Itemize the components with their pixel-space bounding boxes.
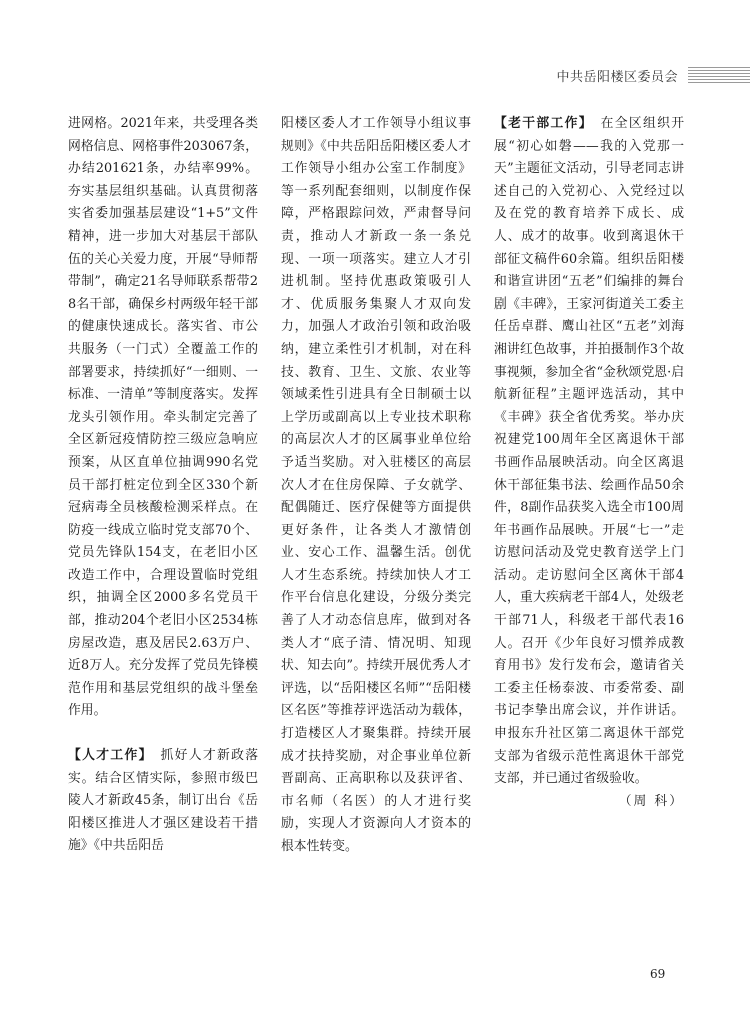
running-header xyxy=(556,66,750,84)
section-label-veteran-cadres: 【老干部工作】 xyxy=(494,116,587,131)
column-2 xyxy=(281,113,471,953)
header-decoration-lines xyxy=(688,67,750,83)
author-signature: （周 科） xyxy=(618,793,684,809)
page-number: 69 xyxy=(650,967,666,981)
paragraph-talent-text: 抓好人才新政落实。结合区情实际，参照市级巴陵人才新政45条，制订出台《岳阳楼区推进人才强区建设若干措施》《中共岳阳岳 xyxy=(68,748,258,854)
section-label-talent: 【人才工作】 xyxy=(68,748,147,764)
paragraph-talent-continued: 阳楼区委人才工作领导小组议事规则》《中共岳阳岳阳楼区委人才工作领导小组办公室工作制度》等一系列配套细则，以制度作保障，严格跟踪问效，严肃督导问责，推动人才新政一条一条兑现、一项一项落实。建立人才引进机制。坚持优惠政策吸引人才、优质服务集聚人才双向发力，加强人才政治引领和政治吸纳，建立柔性引才机制，对在科技、教育、卫生、文旅、农业等领域柔性引进具有全日制硕士以上学历或副高以上专业技术职称的高层次人才的区属事业单位给予适当奖励。对入驻楼区的高层次人才在住房保障、子女就学、配偶随迁、医疗保健等方面提供更好条件，让各类人才激情创业、安心工作、温馨生活。创优人才生态系统。持续加快人才工作平台信息化建设，分级分类完善了人才动态信息库，做到对各类人才“底子清、情况明、知现状、知去向”。持续开展优秀人才评选，以“岳阳楼区名师”“岳阳楼区名医”等推荐评选活动为载体，打造楼区人才聚集群。持续开展成才扶持奖励，对企事业单位新晋副高、正高职称以及获评省、市名师（名医）的人才进行奖励，实现人才资源向人才资本的根本性转变。 xyxy=(281,116,471,854)
header-title: 中共岳阳楼区委员会 xyxy=(556,69,678,85)
article-body xyxy=(68,113,684,953)
paragraph-grassroots: 进网格。2021年来，共受理各类网格信息、网格事件203067条，办结201621条，办结率99%。夯实基层组织基础。认真贯彻落实省委加强基层建设“1+5”文件精神，进一步加大对基层干部队伍的关心关爱力度，开展“导师帮带制”，确定21名导师联系帮带28名干部，确保乡村两级年轻干部的健康快速成长。落实省、市公共服务（一门式）全覆盖工作的部署要求，持续抓好“一细则、一标准、一清单”等制度落实。发挥龙头引领作用。牵头制定完善了全区新冠疫情防控三级应急响应预案，从区直单位抽调990名党员干部打桩定位到全区330个新冠病毒全员核酸检测采样点。在防疫一线成立临时党支部70个、党员先锋队154支，在老旧小区改造工作中，合理设置临时党组织，抽调全区2000多名党员干部，推动204个老旧小区2534栋房屋改造，惠及居民2.63万户、近8万人。充分发挥了党员先锋模范作用和基层党组织的战斗堡垒作用。 xyxy=(68,116,258,719)
paragraph-veteran-cadres xyxy=(494,113,684,791)
paragraph-veteran-cadres-text: 在全区组织开展“初心如磐——我的入党那一天”主题征文活动，引导老同志讲述自己的入党初心、入党经过以及在党的教育培养下成长、成人、成才的故事。收到离退休干部征文稿件60余篇。组织岳阳楼和谐宣讲团“五老”们编排的舞台剧《丰碑》，王家河街道关工委主任岳卓群、鹰山社区“五老”刘海湘讲红色故事，并拍摄制作3个故事视频，参加全省“金秋颂党恩·启航新征程”主题评选活动，其中《丰碑》获全省优秀奖。举办庆祝建党100周年全区离退休干部书画作品展映活动。向全区离退休干部征集书法、绘画作品50余件，8副作品获奖入选全市100周年书画作品展映。开展“七一”走访慰问活动及党史教育送学上门活动。走访慰问全区离休干部4人，重大疾病老干部4人，处级老干部71人，科级老干部代表16人。召开《少年良好习惯养成教育用书》发行发布会，邀请省关工委主任杨泰波、市委常委、副书记李挚出席会议，并作讲话。申报东升社区第二离退休干部党支部为省级示范性离退休干部党支部，并已通过省级验收。 xyxy=(494,116,684,787)
column-1 xyxy=(68,113,258,953)
paragraph-talent xyxy=(68,745,258,858)
column-3 xyxy=(494,113,684,953)
